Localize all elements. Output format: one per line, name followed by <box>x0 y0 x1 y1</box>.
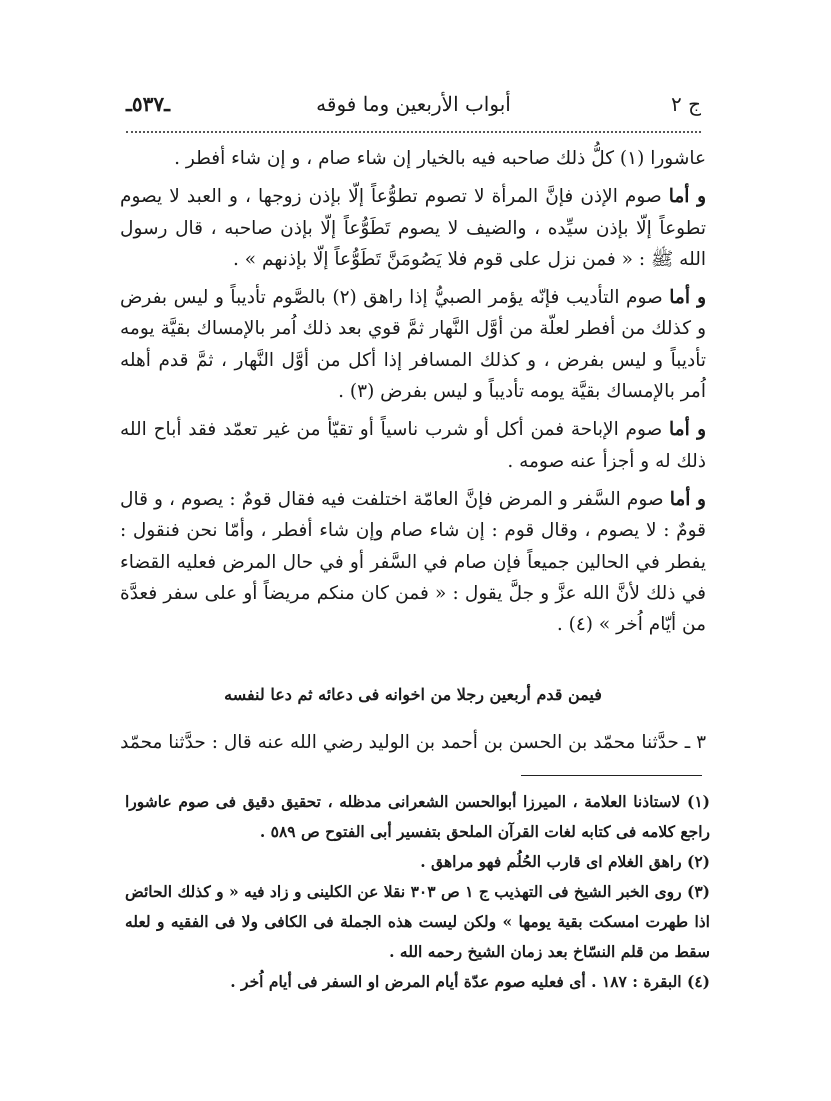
paragraph-lead: و أما <box>668 186 707 208</box>
paragraph <box>120 143 706 174</box>
paragraph-lead: و أما <box>669 419 707 441</box>
footnote: (٣) روى الخبر الشيخ فى التهذيب ج ١ ص ٣٠٣ نقلا عن الكلينى و زاد فيه « و كذلك الحائض اذا طهرت امسكت بقية يومها » ولكن ليست هذه الجملة فى الكافى ولا فى الفقيه و لعله سقط من قلم النسّاخ بعد زمان الشيخ رحمه الله . <box>125 882 710 961</box>
paragraph-lead: و أما <box>669 287 707 309</box>
paragraph <box>120 484 706 640</box>
paragraph <box>120 414 706 477</box>
footnote: (٤) البقرة : ١٨٧ . أى فعليه صوم عدّة أيام المرض او السفر فى أيام اُخر . <box>230 972 710 991</box>
header-divider <box>126 131 701 133</box>
paragraph-text: عاشورا (١) كلُّ ذلك صاحبه فيه بالخيار إن شاء صام ، و إن شاء أفطر . <box>174 148 706 169</box>
footnote-divider <box>521 775 702 776</box>
main-text <box>120 143 706 647</box>
running-title: أبواب الأربعين وما فوقه <box>316 92 511 116</box>
hadith-line: ٣ ـ حدَّثنا محمّد بن الحسن بن أحمد بن الوليد رضي الله عنه قال : حدَّثنا محمّد <box>120 732 706 753</box>
paragraph <box>120 181 706 275</box>
paragraph-text: صوم السَّفر و المرض فإنَّ العامّة اختلفت فيه فقال قومٌ : يصوم ، و قال قومٌ : لا يصوم ، وقال قوم : إن شاء صام وإن شاء أفطر ، وأمّا نحن فنقول : يفطر في الحالين جميعاً فإن صام في السَّفر أو في حال المرض فعليه القضاء في ذلك لأنَّ الله عزَّ و جلَّ يقول : « فمن كان منكم مريضاً أو على سفر فعدَّة من أيّام اُخر » (٤) . <box>120 488 706 636</box>
footnote: (١) لاستاذنا العلامة ، الميرزا أبوالحسن الشعرانى مدظله ، تحقيق دقيق فى صوم عاشورا راجع كلامه فى كتابه لغات القرآن الملحق بتفسير أبى الفتوح ص ٥٨٩ . <box>125 792 710 841</box>
paragraph <box>120 282 706 407</box>
paragraph-lead: و أما <box>669 488 706 510</box>
paragraph-text: صوم الإذن فإنَّ المرأة لا تصوم تطوُّعاً إلّا بإذن زوجها ، و العبد لا يصوم تطوعاً إلّا بإذن سيِّده ، والضيف لا يصوم تَطَوُّعاً إلّا بإذن صاحبه ، قال رسول الله ﷺ : « فمن نزل على قوم فلا يَصُومَنَّ تَطَوُّعاً إلّا بإذنهم » . <box>120 186 706 270</box>
section-heading: فيمن قدم أربعين رجلا من اخوانه فى دعائه ثم دعا لنفسه <box>224 685 602 704</box>
paragraph-text: صوم الإباحة فمن أكل أو شرب ناسياً أو تقيّأ من غير تعمّد فقد أباح الله ذلك له و أجزأ عنه صومه . <box>120 419 706 472</box>
page-header <box>126 82 701 122</box>
paragraph-text: صوم التأديب فإنّه يؤمر الصبيُّ إذا راهق (٢) بالصَّوم تأديباً و ليس بفرض و كذلك من أفطر لعلّة من أوَّل النَّهار ثمَّ قوي بعد ذلك اُمر بالإمساك بقيَّة يومه تأديباً و ليس بفرض ، و كذلك المسافر إذا أكل من أوَّل النَّهار ، ثمَّ قدم أهله اُمر بالإمساك بقيَّة يومه تأديباً و ليس بفرض (٣) . <box>120 287 706 403</box>
footnote: (٢) راهق الغلام اى قارب الحُلُم فهو مراهق . <box>420 852 710 871</box>
footnotes <box>125 787 710 997</box>
page-number: ـ٥٣٧ـ <box>126 92 170 116</box>
volume-label: ج ٢ <box>670 92 701 116</box>
